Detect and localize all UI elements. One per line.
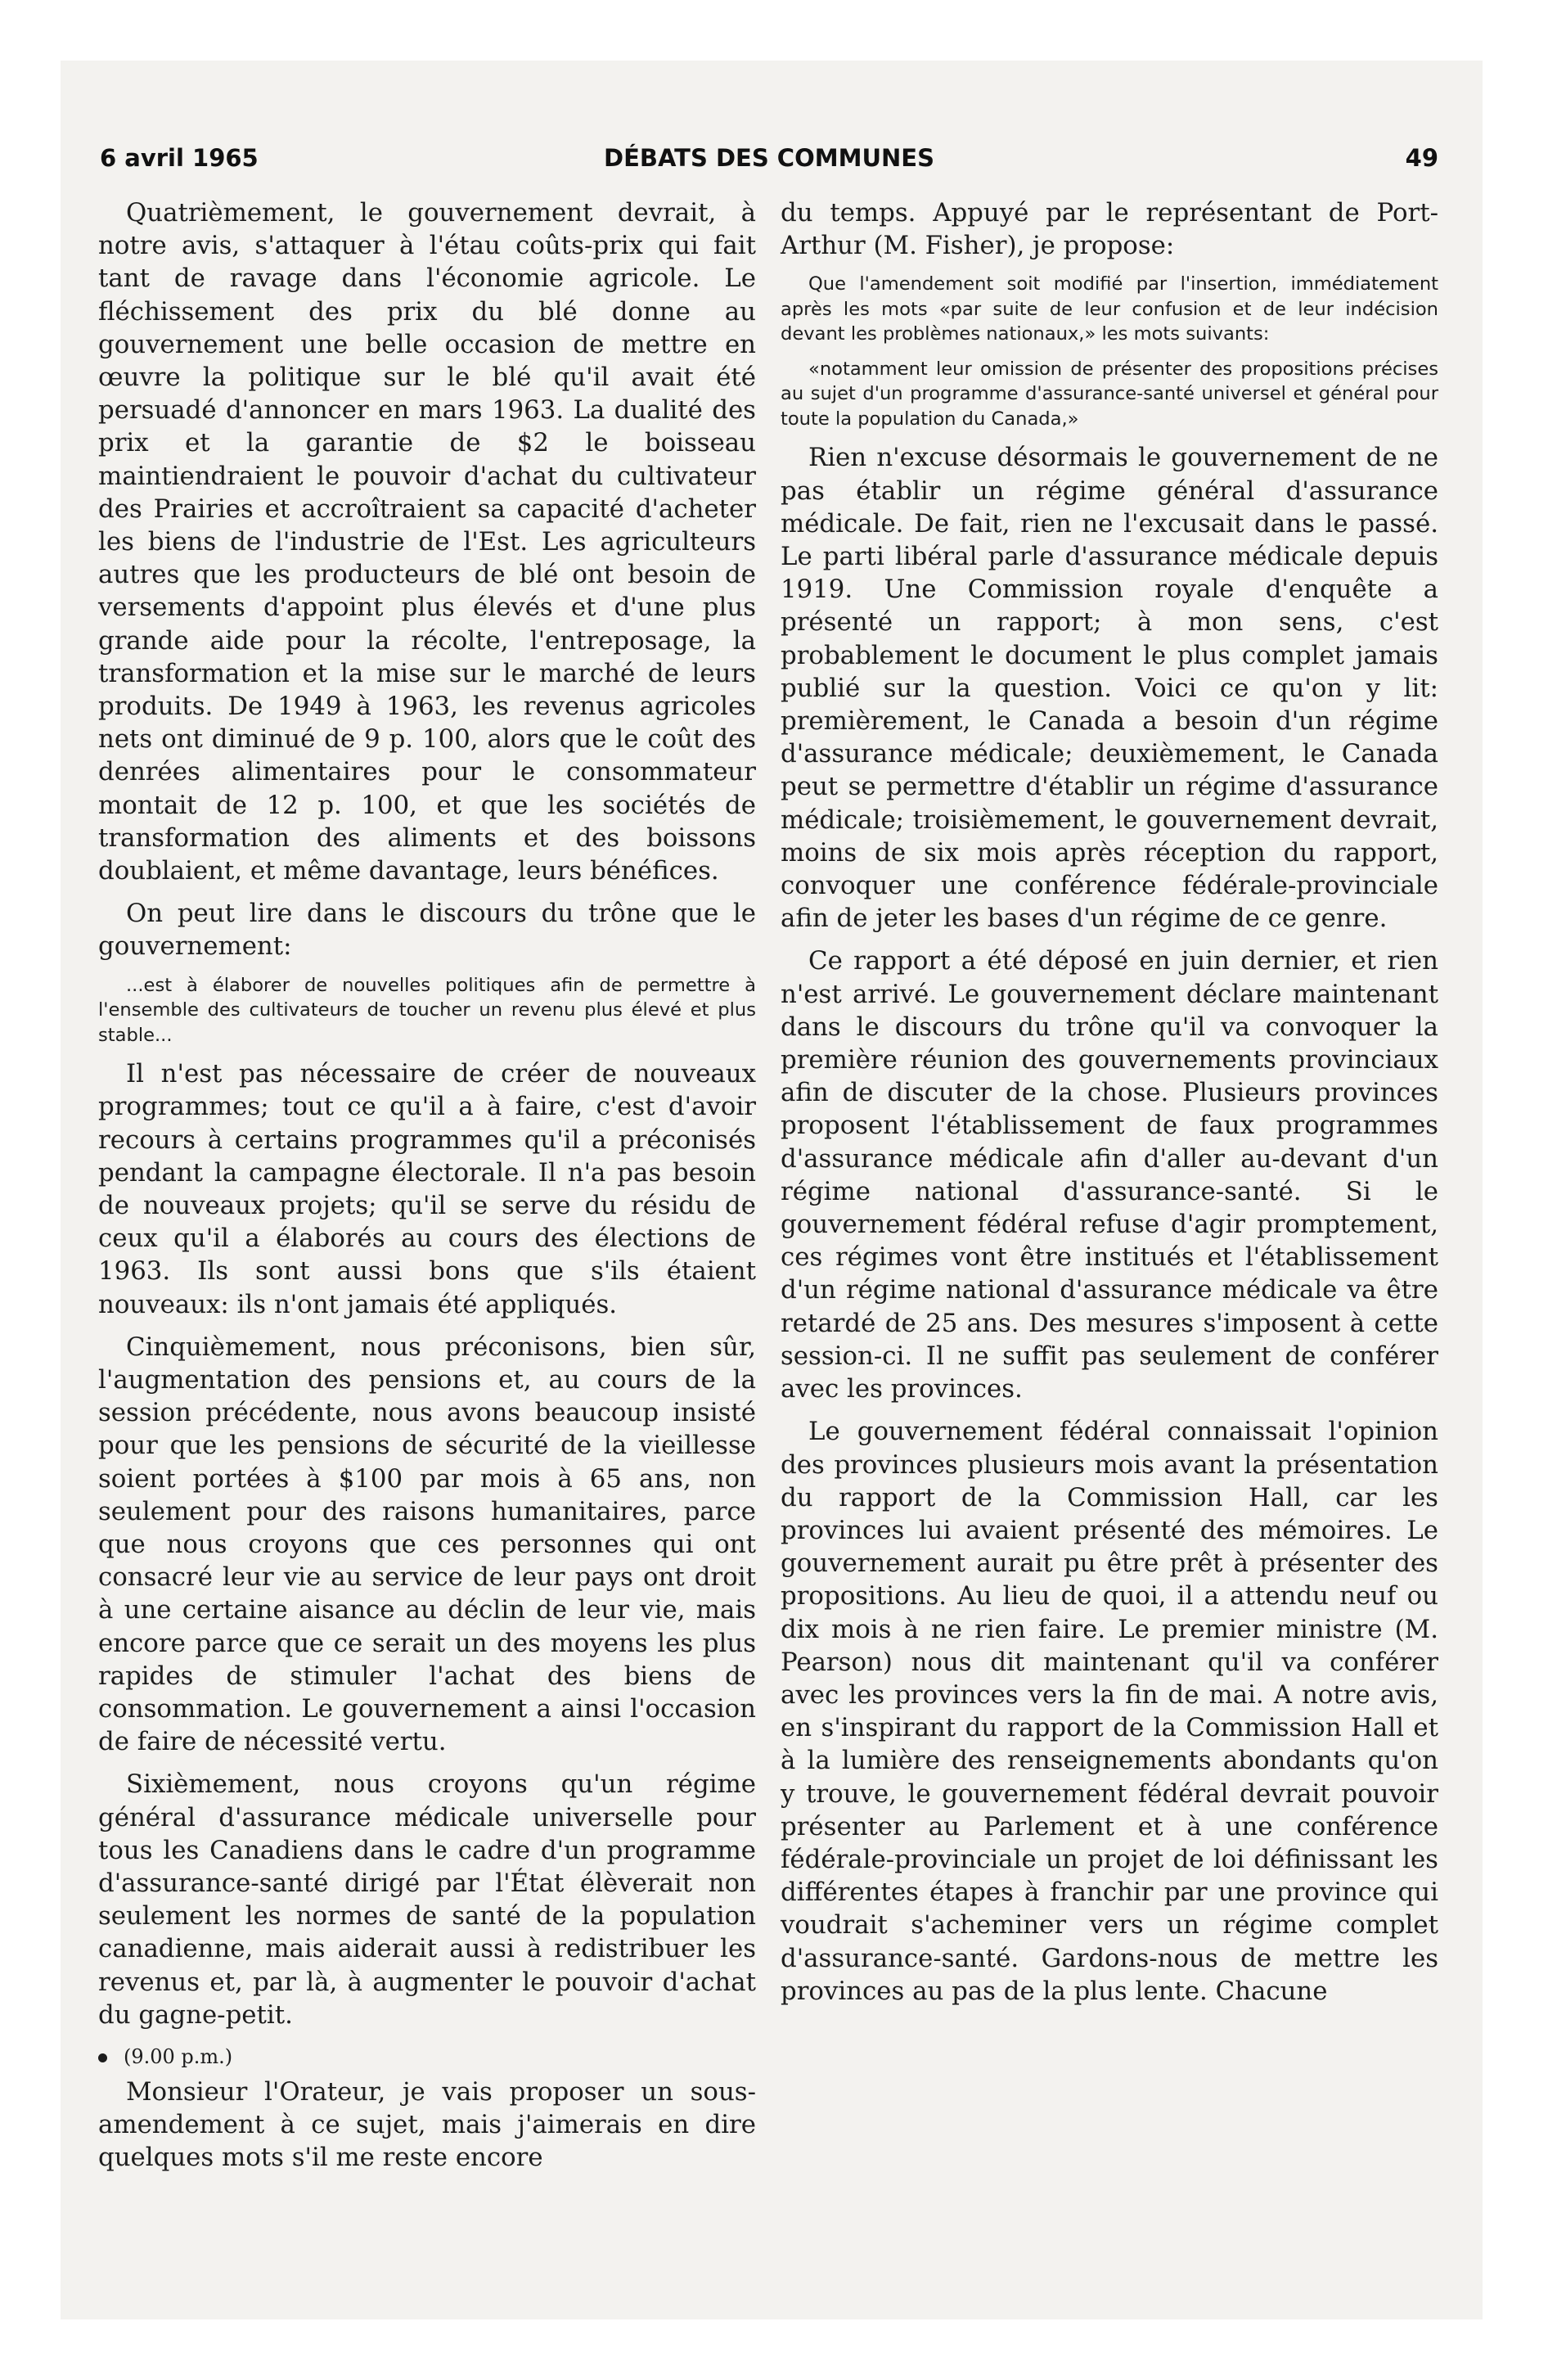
time-marker [98, 2041, 756, 2072]
left-column [98, 196, 756, 2184]
paragraph: On peut lire dans le discours du trône que le gouvernement: [98, 899, 756, 962]
paragraph: Ce rapport a été déposé en juin dernier, et rien n'est arrivé. Le gouvernement déclare maintenant dans le discours du trône qu'il va convoquer la première réunion des gouvernements provinciaux afin de discuter de la chose. Plusieurs provinces proposent l'établissement de faux programmes d'assurance médicale afin d'aller au-devant d'un régime national d'assurance-santé. Si le gouvernement fédéral refuse d'agir promptement, ces régimes vont être institués et l'établissement d'un régime national d'assurance médicale va être retardé de 25 ans. Des mesures s'imposent à cette session-ci. Il ne suffit pas seulement de conférer avec les provinces. [781, 946, 1438, 1404]
quotation: «notamment leur omission de présenter des propositions précises au sujet d'un programme d'assurance-santé universel et général pour toute la population du Canada,» [781, 358, 1438, 430]
paragraph: Quatrièmement, le gouvernement devrait, à notre avis, s'attaquer à l'étau coûts-prix qui fait tant de ravage dans l'économie agricole. Le fléchissement des prix du blé donne au gouvernement une belle occasion de mettre en œuvre la politique sur le blé qu'il avait été persuadé d'annoncer en mars 1963. La dualité des prix et la garantie de $2 le boisseau maintiendraient le pouvoir d'achat du cultivateur des Prairies et accroîtraient sa capacité d'acheter les biens de l'industrie de l'Est. Les agriculteurs autres que les producteurs de blé ont besoin de versements d'appoint plus élevés et d'une plus grande aide pour la récolte, l'entreposage, la transformation et la mise sur le marché de leurs produits. De 1949 à 1963, les revenus agricoles nets ont diminué de 9 p. 100, alors que le coût des denrées alimentaires pour le consommateur montait de 12 p. 100, et que les sociétés de transformation des aliments et des boissons doublaient, et même davantage, leurs bénéfices. [98, 198, 756, 886]
right-column [781, 196, 1438, 2017]
header-date: 6 avril 1965 [100, 144, 259, 172]
page-number: 49 [1405, 144, 1438, 172]
quotation: ...est à élaborer de nouvelles politiques afin de permettre à l'ensemble des cultivateurs de toucher un revenu plus élevé et plus stable... [98, 974, 756, 1046]
page-header [100, 144, 1438, 185]
paragraph: Cinquièmement, nous préconisons, bien sûr, l'augmentation des pensions et, au cours de la session précédente, nous avons beaucoup insisté pour que les pensions de sécurité de la vieillesse soient portées à $100 par mois à 65 ans, non seulement pour des raisons humanitaires, parce que nous croyons que ces personnes qui ont consacré leur vie au service de leur pays ont droit à une certaine aisance au déclin de leur vie, mais encore parce que ce serait un des moyens les plus rapides de stimuler l'achat des biens de consommation. Le gouvernement a ainsi l'occasion de faire de nécessité vertu. [98, 1332, 756, 1757]
paragraph: Sixièmement, nous croyons qu'un régime général d'assurance médicale universelle pour tous les Canadiens dans le cadre d'un programme d'assurance-santé dirigé par l'État élèverait non seulement les normes de santé de la population canadienne, mais aiderait aussi à redistribuer les revenus et, par là, à augmenter le pouvoir d'achat du gagne-petit. [98, 1769, 756, 2030]
paragraph: du temps. Appuyé par le représentant de Port-Arthur (M. Fisher), je propose: [781, 198, 1438, 261]
bullet-icon [98, 2053, 107, 2062]
paragraph: Monsieur l'Orateur, je vais proposer un sous-amendement à ce sujet, mais j'aimerais en dire quelques mots s'il me reste encore [98, 2077, 756, 2173]
quotation: Que l'amendement soit modifié par l'insertion, immédiatement après les mots «par suite de leur confusion et de leur indécision devant les problèmes nationaux,» les mots suivants: [781, 273, 1438, 345]
time-label: (9.00 p.m.) [124, 2045, 233, 2069]
paragraph: Le gouvernement fédéral connaissait l'opinion des provinces plusieurs mois avant la présentation du rapport de la Commission Hall, car les provinces lui avaient présenté des mémoires. Le gouvernement aurait pu être prêt à présenter des propositions. Au lieu de quoi, il a attendu neuf ou dix mois à ne rien faire. Le premier ministre (M. Pearson) nous dit maintenant qu'il va conférer avec les provinces vers la fin de mai. A notre avis, en s'inspirant du rapport de la Commission Hall et à la lumière des renseignements abondants qu'on y trouve, le gouvernement fédéral devrait pouvoir présenter au Parlement et à une conférence fédérale-provinciale un projet de loi définissant les différentes étapes à franchir par une province qui voudrait s'acheminer vers un régime complet d'assurance-santé. Gardons-nous de mettre les provinces au pas de la plus lente. Chacune [781, 1417, 1438, 2006]
paragraph: Rien n'excuse désormais le gouvernement de ne pas établir un régime général d'assurance médicale. De fait, rien ne l'excusait dans le passé. Le parti libéral parle d'assurance médicale depuis 1919. Une Commission royale d'enquête a présenté un rapport; à mon sens, c'est probablement le document le plus complet jamais publié sur la question. Voici ce qu'on y lit: premièrement, le Canada a besoin d'un régime d'assurance médicale; deuxièmement, le Canada peut se permettre d'établir un régime d'assurance médicale; troisièmement, le gouvernement devrait, moins de six mois après réception du rapport, convoquer une conférence fédérale-provinciale afin de jeter les bases d'un régime de ce genre. [781, 443, 1438, 934]
header-title: DÉBATS DES COMMUNES [604, 144, 934, 172]
paragraph: Il n'est pas nécessaire de créer de nouveaux programmes; tout ce qu'il a à faire, c'est d'avoir recours à certains programmes qu'il a préconisés pendant la campagne électorale. Il n'a pas besoin de nouveaux projets; qu'il se serve du résidu de ceux qu'il a élaborés au cours des élections de 1963. Ils sont aussi bons que s'ils étaient nouveaux: ils n'ont jamais été appliqués. [98, 1059, 756, 1319]
